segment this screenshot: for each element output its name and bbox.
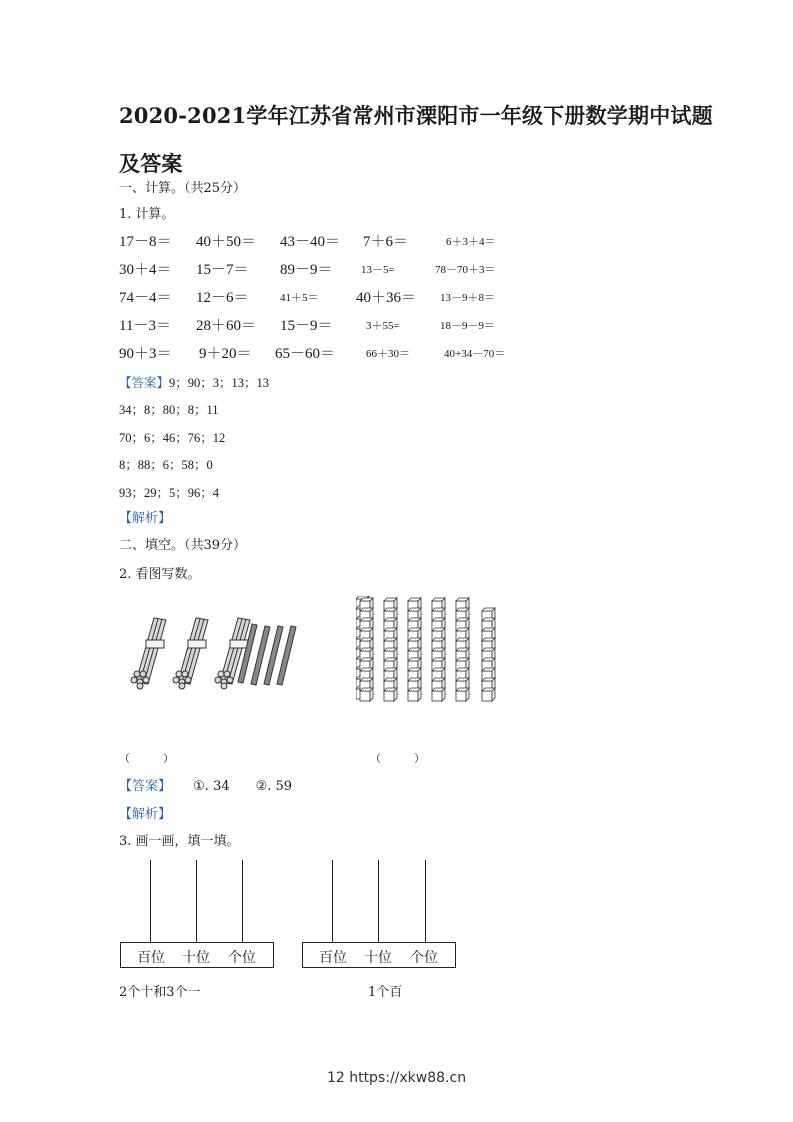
- calc-item: 12－6＝: [196, 290, 249, 306]
- abacus-rod: [425, 860, 426, 942]
- abacus-rod: [242, 860, 243, 942]
- calc-item: 11－3＝: [119, 318, 171, 334]
- abacus-rod: [196, 860, 197, 942]
- q2-blank-right[interactable]: （ ）: [370, 752, 425, 765]
- abacus-right-place-box: [302, 942, 456, 968]
- calc-item: 40＋36＝: [356, 290, 417, 306]
- place-label-tens: 十位: [182, 950, 210, 966]
- q3-right-caption: 1个百: [368, 985, 403, 1000]
- calc-item: 43－40＝: [280, 234, 341, 250]
- question-2-label: 2. 看图写数。: [119, 567, 201, 582]
- calc-item: 17－8＝: [119, 234, 172, 250]
- page-title: 2020-2021学年江苏省常州市溧阳市一年级下册数学期中试题及答案: [119, 103, 713, 176]
- abacus-rod: [378, 860, 379, 942]
- question-3-label: 3. 画一画，填一填。: [119, 834, 240, 849]
- calc-item: 3＋55=: [366, 320, 400, 332]
- abacus-left-place-box: [120, 942, 274, 968]
- answer-tag: 【答案】: [119, 779, 172, 794]
- question-1-label: 1. 计算。: [119, 207, 175, 222]
- calc-item: 89－9＝: [280, 262, 333, 278]
- cube-columns-illustration: [356, 596, 506, 714]
- abacus-rod: [332, 860, 333, 942]
- answer-line: 8；88；6；58；0: [119, 458, 213, 473]
- calc-item: 6＋3＋4＝: [446, 236, 496, 248]
- calc-row: [119, 314, 559, 342]
- calc-item: 15－9＝: [280, 318, 333, 334]
- calc-item: 18－9－9＝: [440, 320, 495, 332]
- answer-tag: 【答案】: [119, 376, 170, 390]
- answer-block-1: [119, 374, 269, 511]
- calc-item: 9＋20＝: [199, 346, 252, 362]
- calc-item: 13－9＋8＝: [440, 292, 495, 304]
- answer-line: 34；8；80；8；11: [119, 403, 219, 418]
- analysis-tag-2: 【解析】: [119, 807, 172, 822]
- answer-line: 70；6；46；76；12: [119, 430, 226, 445]
- calc-row: [119, 342, 559, 370]
- answer-block-2: [119, 778, 292, 796]
- section-1-heading: 一、计算。（共25分）: [119, 181, 247, 196]
- stick-bundle: [131, 618, 250, 689]
- stick-bundles-illustration: [118, 610, 308, 690]
- calc-item: 28＋60＝: [196, 318, 257, 334]
- q2-answer: ①. 34 ②. 59: [193, 779, 293, 794]
- section-2-heading: 二、填空。（共39分）: [119, 538, 247, 553]
- calc-item: 40＋50＝: [196, 234, 257, 250]
- answer-line: 【答案】9；90；3；13；13: [119, 376, 270, 390]
- calc-item: 40+34－70＝: [444, 348, 506, 360]
- analysis-tag-1: 【解析】: [119, 511, 172, 526]
- abacus-rod: [150, 860, 151, 942]
- calc-row: [119, 258, 559, 286]
- place-label-hundreds: 百位: [319, 950, 347, 966]
- calculation-grid: [119, 230, 559, 370]
- place-label-tens: 十位: [364, 950, 392, 966]
- calc-row: [119, 286, 559, 314]
- calc-item: 13－5=: [361, 264, 395, 276]
- calc-item: 7＋6＝: [363, 234, 409, 250]
- calc-item: 15－7＝: [196, 262, 249, 278]
- calc-item: 90＋3＝: [119, 346, 172, 362]
- page-footer: 12 https://xkw88.cn: [326, 1070, 467, 1086]
- q2-blank-left[interactable]: （ ）: [119, 752, 174, 765]
- calc-item: 41＋5＝: [280, 292, 319, 304]
- place-label-ones: 个位: [410, 950, 438, 966]
- calc-item: 74－4＝: [119, 290, 172, 306]
- q3-left-caption: 2个十和3个一: [119, 985, 201, 1000]
- place-label-hundreds: 百位: [137, 950, 165, 966]
- calc-item: 66＋30＝: [366, 348, 410, 360]
- calc-item: 65－60＝: [275, 346, 336, 362]
- place-label-ones: 个位: [228, 950, 256, 966]
- calc-row: [119, 230, 559, 258]
- answer-line: 93；29；5；96；4: [119, 485, 220, 500]
- calc-item: 30＋4＝: [119, 262, 172, 278]
- calc-item: 78－70＋3＝: [435, 264, 496, 276]
